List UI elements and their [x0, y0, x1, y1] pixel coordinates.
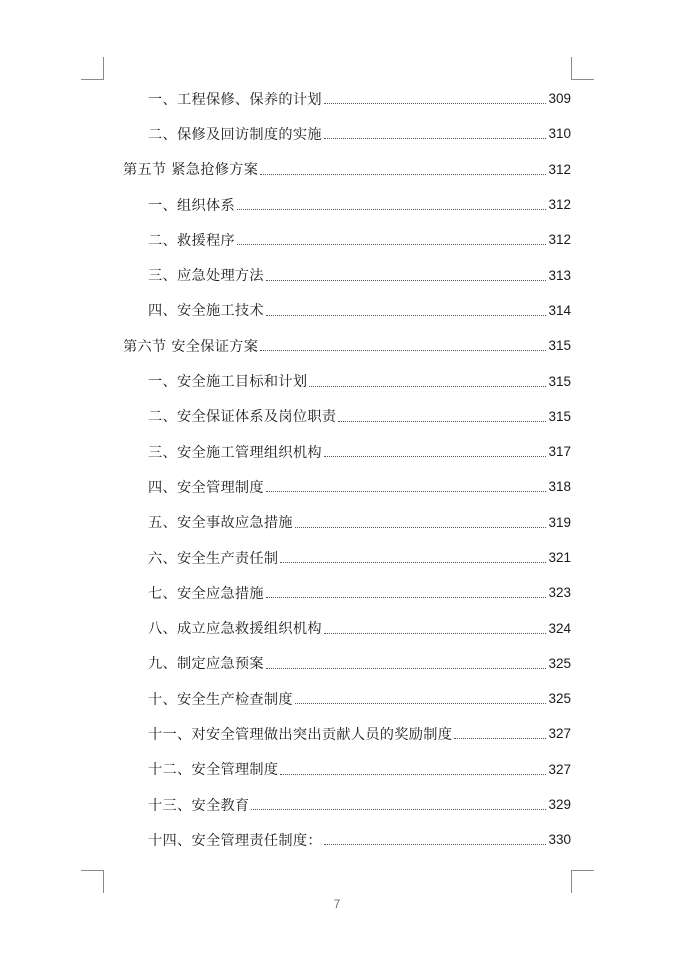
- toc-entry-page-number: 319: [548, 514, 571, 530]
- toc-entry-page-number: 313: [548, 267, 571, 283]
- toc-dot-leader: [280, 562, 546, 563]
- toc-entry-page-number: 323: [548, 585, 571, 601]
- toc-dot-leader: [266, 668, 547, 669]
- toc-dot-leader: [266, 491, 547, 492]
- toc-entry-title: 十、安全生产检查制度: [148, 691, 293, 708]
- toc-entry-title: 九、制定应急预案: [148, 656, 264, 673]
- toc-entry-page-number: 312: [548, 197, 571, 213]
- toc-subsection-entry[interactable]: [148, 363, 571, 398]
- toc-dot-leader: [266, 597, 547, 598]
- toc-subsection-entry[interactable]: [148, 293, 571, 328]
- crop-mark-bottom-right: [571, 870, 594, 893]
- toc-entry-title: 十一、对安全管理做出突出贡献人员的奖励制度: [148, 726, 453, 743]
- toc-entry-title: 第五节 紧急抢修方案: [123, 162, 259, 179]
- toc-subsection-entry[interactable]: [148, 469, 571, 504]
- toc-entry-title: 三、应急处理方法: [148, 268, 264, 285]
- toc-dot-leader: [338, 421, 546, 422]
- toc-subsection-entry[interactable]: [148, 716, 571, 751]
- toc-dot-leader: [266, 280, 547, 281]
- toc-entry-title: 第六节 安全保证方案: [123, 338, 259, 355]
- toc-dot-leader: [266, 315, 547, 316]
- toc-entry-page-number: 330: [548, 832, 571, 848]
- toc-entry-title: 十二、安全管理制度: [148, 762, 279, 779]
- toc-subsection-entry[interactable]: [148, 505, 571, 540]
- toc-subsection-entry[interactable]: [148, 787, 571, 822]
- toc-entry-title: 一、安全施工目标和计划: [148, 374, 308, 391]
- toc-dot-leader: [324, 844, 547, 845]
- toc-dot-leader: [324, 103, 547, 104]
- toc-dot-leader: [280, 774, 546, 775]
- toc-subsection-entry[interactable]: [148, 434, 571, 469]
- toc-entry-title: 十四、安全管理责任制度：: [148, 832, 322, 849]
- toc-dot-leader: [295, 527, 547, 528]
- crop-mark-top-right: [571, 57, 594, 80]
- crop-mark-bottom-left: [81, 870, 104, 893]
- toc-entry-title: 六、安全生产责任制: [148, 550, 279, 567]
- toc-entry-page-number: 315: [548, 373, 571, 389]
- toc-dot-leader: [324, 138, 547, 139]
- toc-entry-page-number: 318: [548, 479, 571, 495]
- toc-entry-page-number: 325: [548, 655, 571, 671]
- toc-subsection-entry[interactable]: [148, 116, 571, 151]
- toc-subsection-entry[interactable]: [148, 575, 571, 610]
- toc-subsection-entry[interactable]: [148, 187, 571, 222]
- toc-entry-page-number: 314: [548, 302, 571, 318]
- toc-entry-page-number: 327: [548, 761, 571, 777]
- toc-entry-title: 八、成立应急救援组织机构: [148, 621, 322, 638]
- toc-entry-title: 二、救援程序: [148, 232, 235, 249]
- toc-entry-title: 一、组织体系: [148, 197, 235, 214]
- page-number: 7: [333, 897, 341, 911]
- toc-dot-leader: [295, 703, 547, 704]
- toc-entry-page-number: 324: [548, 620, 571, 636]
- toc-dot-leader: [251, 809, 546, 810]
- toc-entry-page-number: 325: [548, 691, 571, 707]
- toc-entry-page-number: 327: [548, 726, 571, 742]
- toc-entry-page-number: 312: [548, 161, 571, 177]
- toc-subsection-entry[interactable]: [148, 81, 571, 116]
- toc-dot-leader: [237, 244, 547, 245]
- toc-entry-page-number: 317: [548, 444, 571, 460]
- toc-entry-page-number: 329: [548, 797, 571, 813]
- toc-subsection-entry[interactable]: [148, 822, 571, 857]
- table-of-contents: [0, 81, 674, 858]
- toc-entry-page-number: 315: [548, 338, 571, 354]
- toc-subsection-entry[interactable]: [148, 399, 571, 434]
- toc-subsection-entry[interactable]: [148, 222, 571, 257]
- toc-section-entry[interactable]: [123, 152, 571, 187]
- toc-subsection-entry[interactable]: [148, 540, 571, 575]
- toc-subsection-entry[interactable]: [148, 610, 571, 645]
- toc-entry-title: 四、安全施工技术: [148, 303, 264, 320]
- toc-dot-leader: [324, 633, 547, 634]
- toc-entry-title: 二、保修及回访制度的实施: [148, 126, 322, 143]
- toc-entry-title: 一、工程保修、保养的计划: [148, 91, 322, 108]
- toc-entry-title: 三、安全施工管理组织机构: [148, 444, 322, 461]
- toc-entry-title: 二、安全保证体系及岗位职责: [148, 409, 337, 426]
- toc-dot-leader: [237, 209, 547, 210]
- toc-dot-leader: [260, 174, 546, 175]
- toc-entry-title: 十三、安全教育: [148, 797, 250, 814]
- toc-entry-page-number: 321: [548, 550, 571, 565]
- toc-entry-title: 四、安全管理制度: [148, 479, 264, 496]
- toc-entry-title: 七、安全应急措施: [148, 585, 264, 602]
- toc-section-entry[interactable]: [123, 328, 571, 363]
- toc-entry-page-number: 309: [548, 91, 571, 107]
- toc-entry-page-number: 310: [548, 126, 571, 142]
- toc-entry-title: 五、安全事故应急措施: [148, 515, 293, 532]
- toc-dot-leader: [260, 350, 546, 351]
- toc-dot-leader: [454, 738, 546, 739]
- toc-entry-page-number: 315: [548, 408, 571, 424]
- toc-entry-page-number: 312: [548, 232, 571, 248]
- toc-dot-leader: [309, 386, 546, 387]
- toc-subsection-entry[interactable]: [148, 257, 571, 292]
- toc-dot-leader: [324, 456, 547, 457]
- toc-subsection-entry[interactable]: [148, 752, 571, 787]
- toc-subsection-entry[interactable]: [148, 646, 571, 681]
- toc-subsection-entry[interactable]: [148, 681, 571, 716]
- crop-mark-top-left: [81, 57, 104, 80]
